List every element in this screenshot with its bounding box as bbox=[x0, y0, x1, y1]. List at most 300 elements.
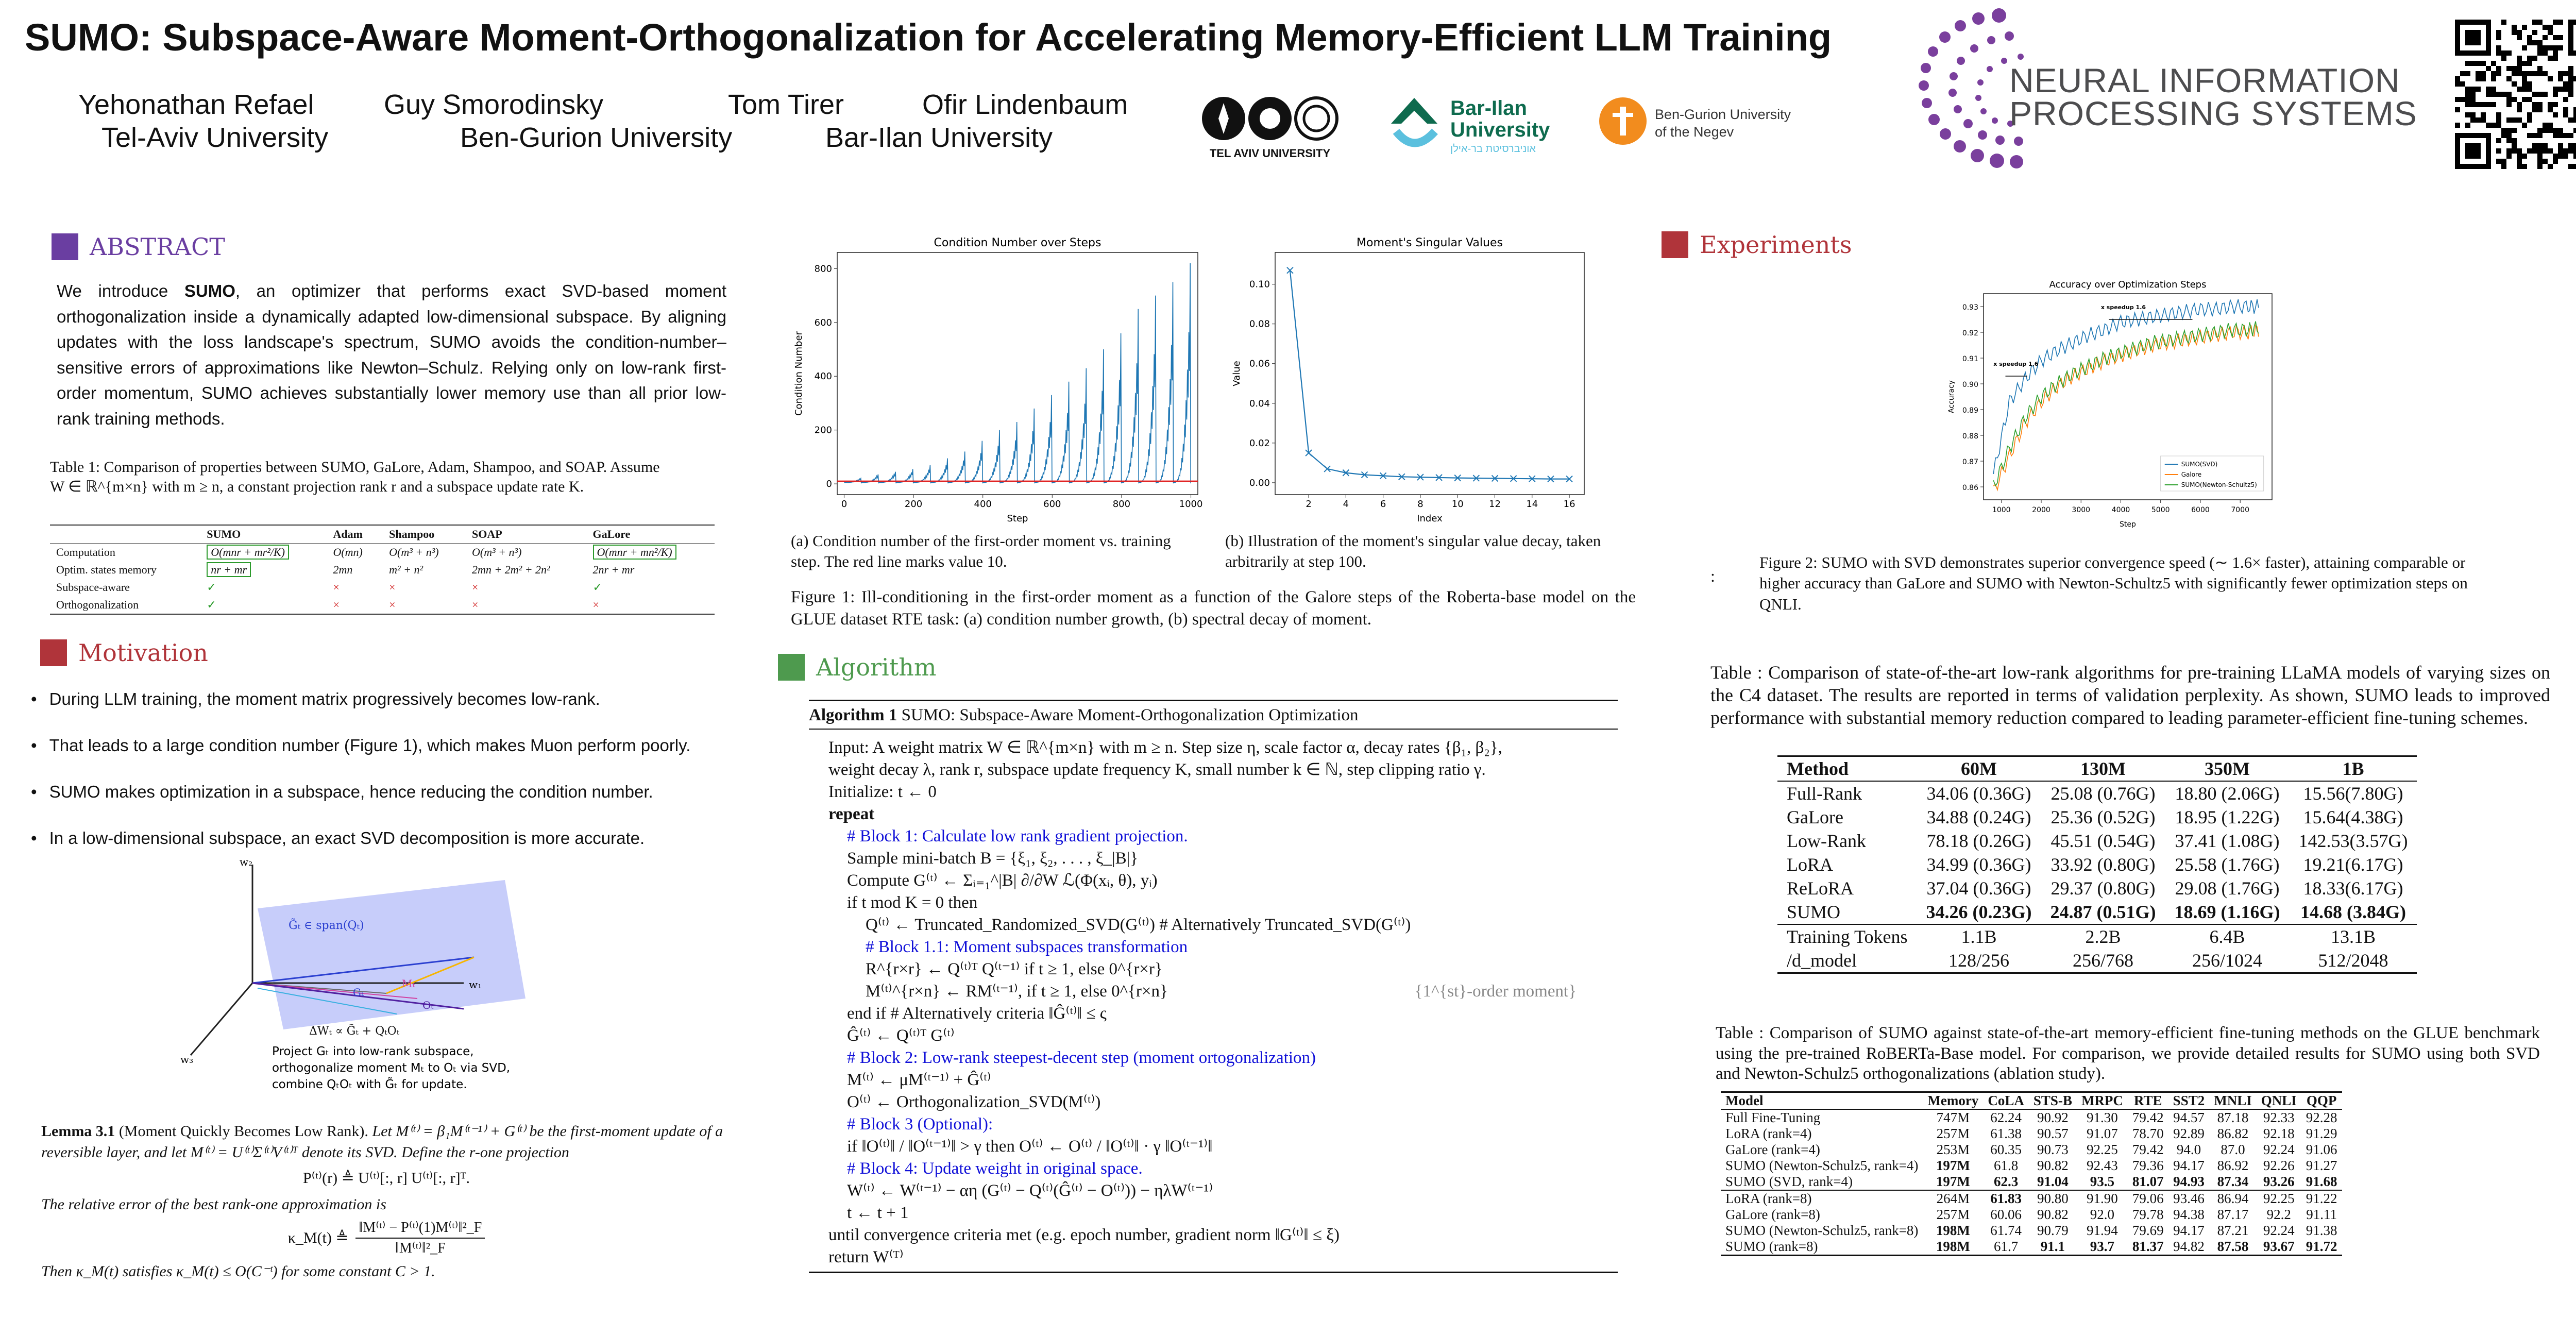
table3-cell: 257M bbox=[1936, 1207, 1970, 1222]
table3-cell: 90.80 bbox=[2037, 1191, 2069, 1206]
table2-cell: 256/768 bbox=[2072, 950, 2133, 971]
qr-code-icon bbox=[2452, 20, 2576, 169]
table1-cell: × bbox=[471, 581, 479, 594]
legend-label: SUMO(SVD) bbox=[2181, 461, 2218, 468]
table3-cell: 198M bbox=[1936, 1223, 1970, 1238]
span-label: G̃ₜ ∈ span(Qₜ) bbox=[289, 919, 364, 932]
table3-cell: 92.18 bbox=[2263, 1126, 2295, 1141]
table2-row bbox=[1777, 924, 2417, 949]
author-name: Ofir Lindenbaum bbox=[922, 89, 1128, 120]
table2-cell: 29.08 (1.76G) bbox=[2175, 878, 2280, 899]
motivation-heading bbox=[40, 639, 208, 667]
table3-cell: MRPC bbox=[2081, 1093, 2123, 1108]
y-tick-label: 400 bbox=[814, 371, 832, 382]
table3-cell: 92.25 bbox=[2263, 1191, 2295, 1206]
table3-cell: 91.22 bbox=[2306, 1191, 2337, 1206]
table2-cell: 34.99 (0.36G) bbox=[1926, 854, 2031, 875]
y-tick-label: 0.86 bbox=[1962, 484, 1978, 492]
table3-cell: Memory bbox=[1927, 1093, 1979, 1108]
table1-caption-line2: W ∈ ℝ^{m×n} with m ≥ n, a constant projection rank r and a subspace update rate K. bbox=[50, 478, 584, 495]
table1-cell: Computation bbox=[56, 546, 115, 559]
y-tick-label: 0.06 bbox=[1249, 358, 1270, 369]
x-tick-label: 7000 bbox=[2231, 506, 2250, 514]
table3-cell: SUMO (Newton-Schulz5, rank=8) bbox=[1725, 1223, 1919, 1238]
lemma-3-1 bbox=[41, 1121, 732, 1282]
table1-highlight: O(mnr + mn²/K) bbox=[593, 545, 676, 560]
y-tick-label: 0.02 bbox=[1249, 437, 1270, 449]
table3-row bbox=[1721, 1142, 2342, 1158]
table3-cell: 87.21 bbox=[2217, 1223, 2249, 1238]
lemma-eq2 bbox=[41, 1218, 732, 1258]
table3-cell: 86.92 bbox=[2217, 1158, 2249, 1173]
author-name: Tom Tirer bbox=[728, 89, 844, 120]
table1-cell: O(m³ + n³) bbox=[471, 546, 522, 559]
table1-row bbox=[50, 561, 715, 579]
algorithm-side-note: {1^{st}-order moment} bbox=[1414, 982, 1577, 1001]
algorithm-line: R^{r×r} ← Q⁽ᵗ⁾ᵀ Q⁽ᵗ⁻¹⁾ if t ≥ 1, else 0^{r×r} bbox=[866, 960, 1163, 978]
lemma-eq1: P⁽ᵗ⁾(r) ≜ U⁽ᵗ⁾[:, r] U⁽ᵗ⁾[:, r]ᵀ. bbox=[302, 1170, 470, 1187]
legend-label: Galore bbox=[2181, 471, 2202, 478]
x-tick-label: 0 bbox=[841, 499, 848, 510]
table3-cell: CoLA bbox=[1988, 1093, 2024, 1108]
table1-cell: × bbox=[333, 598, 340, 611]
table2-row bbox=[1777, 805, 2417, 829]
table3-cell: Model bbox=[1725, 1093, 1764, 1108]
motivation-bullets bbox=[31, 689, 762, 875]
table2-cell: 37.41 (1.08G) bbox=[2175, 831, 2280, 851]
table3-cell: 90.92 bbox=[2037, 1110, 2069, 1125]
table2-cell: 256/1024 bbox=[2192, 950, 2262, 971]
table3-cell: 79.42 bbox=[2132, 1110, 2164, 1125]
algorithm-number: Algorithm 1 bbox=[809, 706, 897, 724]
table3-cell: 87.0 bbox=[2221, 1142, 2245, 1157]
table3-cell: SUMO (SVD, rank=4) bbox=[1725, 1174, 1853, 1189]
motivation-bullet bbox=[31, 689, 762, 709]
table3-cell: 93.67 bbox=[2263, 1239, 2295, 1254]
algorithm-line: Compute G⁽ᵗ⁾ ← Σᵢ₌₁^|B| ∂/∂W ℒ(Φ(xᵢ, θ), yᵢ) bbox=[847, 871, 1158, 890]
table2-cell: 19.21(6.17G) bbox=[2303, 854, 2403, 875]
table3-cell: 61.83 bbox=[1990, 1191, 2022, 1206]
table3-cell: LoRA (rank=8) bbox=[1725, 1191, 1812, 1206]
table2-cell: 24.87 (0.51G) bbox=[2050, 902, 2156, 922]
algorithm-title bbox=[809, 701, 1618, 730]
table2-row bbox=[1777, 853, 2417, 876]
table3-cell: 91.06 bbox=[2306, 1142, 2337, 1157]
table2-cell: 18.33(6.17G) bbox=[2303, 878, 2403, 899]
bgu-name-line1: Ben-Gurion University bbox=[1655, 107, 1791, 122]
table2-cell: 78.18 (0.26G) bbox=[1926, 831, 2031, 851]
table3-cell: 93.46 bbox=[2173, 1191, 2205, 1206]
ben-gurion-university-logo bbox=[1597, 95, 1793, 152]
y-tick-label: 200 bbox=[814, 425, 832, 436]
table2-row bbox=[1777, 949, 2417, 973]
experiments-heading-text: Experiments bbox=[1700, 231, 1852, 259]
neurips-name-line2: PROCESSING SYSTEMS bbox=[2009, 94, 2417, 132]
table3-cell: 91.07 bbox=[2087, 1126, 2118, 1141]
lemma-conclusion: Then κ_M(t) satisfies κ_M(t) ≤ O(C⁻ᵗ) for some constant C > 1. bbox=[41, 1262, 435, 1280]
table3-row bbox=[1721, 1223, 2342, 1239]
table2-cell: 130M bbox=[2080, 758, 2126, 779]
table1-cell: × bbox=[471, 598, 479, 611]
algorithm-line: M⁽ᵗ⁾^{r×n} ← RM⁽ᵗ⁻¹⁾, if t ≥ 1, else 0^{r×n} bbox=[866, 982, 1168, 1001]
singular-values-chart bbox=[1226, 232, 1597, 531]
table3-cell: 79.42 bbox=[2132, 1142, 2164, 1157]
table3-cell: 93.26 bbox=[2263, 1174, 2295, 1189]
table3-cell: GaLore (rank=8) bbox=[1725, 1207, 1820, 1222]
table2-cell: 142.53(3.57G) bbox=[2298, 831, 2408, 851]
table2-cell: 2.2B bbox=[2085, 926, 2121, 947]
table3-row bbox=[1721, 1126, 2342, 1142]
accuracy-chart bbox=[1942, 278, 2282, 536]
section-marker-icon bbox=[1662, 231, 1688, 258]
y-tick-label: 0.00 bbox=[1249, 477, 1270, 488]
author-name: Yehonathan Refael bbox=[78, 89, 314, 120]
section-marker-icon bbox=[40, 639, 67, 666]
table2-cell: 18.69 (1.16G) bbox=[2174, 902, 2280, 922]
table3-cell: SUMO (rank=8) bbox=[1725, 1239, 1818, 1254]
table2-cell: 60M bbox=[1961, 758, 1997, 779]
axis-label: w₁ bbox=[469, 978, 482, 991]
table3-row bbox=[1721, 1158, 2342, 1174]
chart-title: Moment's Singular Values bbox=[1357, 236, 1503, 249]
lemma-statement: Let M⁽ᵗ⁾ = β₁M⁽ᵗ⁻¹⁾ + G⁽ᵗ⁾ be the first-moment update of a reversible layer, and let M⁽ᵗ⁾ = U⁽ᵗ⁾Σ⁽ᵗ⁾V⁽ᵗ⁾ᵀ denote its SVD. Define the r-one projection bbox=[41, 1123, 723, 1161]
tau-emblem-icon bbox=[1200, 93, 1340, 144]
table3-cell: 94.17 bbox=[2173, 1223, 2205, 1238]
table2-cell: 18.80 (2.06G) bbox=[2175, 783, 2280, 804]
motivation-bullet bbox=[31, 736, 762, 755]
biu-hebrew-name: אוניברסיטת בר-אילן bbox=[1450, 143, 1536, 155]
bullet-icon: • bbox=[31, 736, 37, 755]
algorithm-line: Initialize: t ← 0 bbox=[828, 783, 937, 801]
biu-emblem-icon bbox=[1386, 93, 1443, 155]
table2-cell: Low-Rank bbox=[1787, 831, 1866, 851]
table1-row bbox=[50, 596, 715, 614]
table3-cell: 198M bbox=[1936, 1239, 1970, 1254]
legend-label: SUMO(Newton-Schultz5) bbox=[2181, 481, 2257, 488]
table2-cell: 14.68 (3.84G) bbox=[2300, 902, 2406, 922]
table3-cell: GaLore (rank=4) bbox=[1725, 1142, 1820, 1157]
table2-cell: 33.92 (0.80G) bbox=[2050, 854, 2156, 875]
table3-cell: 79.36 bbox=[2132, 1158, 2164, 1173]
table3-cell: 91.72 bbox=[2306, 1239, 2337, 1254]
table2-cell: 34.26 (0.23G) bbox=[1926, 902, 2032, 922]
x-axis-label: Step bbox=[2120, 520, 2136, 529]
neurips-logo bbox=[1906, 0, 2417, 191]
table2-cell: Training Tokens bbox=[1787, 926, 1908, 947]
table3-cell: 78.70 bbox=[2132, 1126, 2164, 1141]
lemma-title: Lemma 3.1 bbox=[41, 1123, 115, 1140]
biu-name-line1: Bar-Ilan bbox=[1450, 97, 1527, 120]
table3-cell: 91.1 bbox=[2040, 1239, 2065, 1254]
table3-cell: 91.11 bbox=[2306, 1207, 2337, 1222]
table3-cell: 92.2 bbox=[2266, 1207, 2291, 1222]
bullet-icon: • bbox=[31, 828, 37, 848]
table2-header-row bbox=[1777, 756, 2417, 782]
table2-row bbox=[1777, 829, 2417, 853]
table3-cell: 62.3 bbox=[1994, 1174, 2019, 1189]
y-tick-label: 0.91 bbox=[1962, 355, 1978, 363]
table3-cell: 87.17 bbox=[2217, 1207, 2249, 1222]
table2-cell: 45.51 (0.54G) bbox=[2050, 831, 2156, 851]
algorithm-line: # Block 1.1: Moment subspaces transformation bbox=[866, 938, 1188, 956]
algorithm-heading-text: Algorithm bbox=[816, 653, 937, 681]
abstract-sumo-name: SUMO bbox=[184, 281, 235, 300]
x-tick-label: 6000 bbox=[2191, 506, 2210, 514]
table1-row bbox=[50, 579, 715, 596]
table3-cell: MNLI bbox=[2214, 1093, 2252, 1108]
figure2-marker: : bbox=[1710, 567, 1715, 585]
table2-cell: 34.88 (0.24G) bbox=[1926, 807, 2031, 827]
table3-cell: 92.26 bbox=[2263, 1158, 2295, 1173]
lemma-name: (Moment Quickly Becomes Low Rank). bbox=[118, 1123, 368, 1140]
abstract-intro: We introduce bbox=[57, 281, 184, 300]
table3-cell: QNLI bbox=[2261, 1093, 2297, 1108]
bullet-icon: • bbox=[31, 689, 37, 708]
chart-title: Condition Number over Steps bbox=[934, 236, 1101, 249]
table3-cell: 92.28 bbox=[2306, 1110, 2337, 1125]
x-tick-label: 800 bbox=[1112, 499, 1131, 510]
table3-cell: 197M bbox=[1936, 1158, 1970, 1173]
algorithm-line: W⁽ᵗ⁾ ← W⁽ᵗ⁻¹⁾ − αη (G⁽ᵗ⁾ − Q⁽ᵗ⁾(Ĝ⁽ᵗ⁾ − O⁽ᵗ⁾)) − ηλW⁽ᵗ⁻¹⁾ bbox=[847, 1181, 1213, 1200]
table1-cell: O(mn) bbox=[333, 546, 363, 559]
table1-cell: O(m³ + n³) bbox=[389, 546, 439, 559]
y-tick-label: 0.89 bbox=[1962, 407, 1978, 415]
table1-cell bbox=[200, 561, 327, 579]
table2-cell: 34.06 (0.36G) bbox=[1926, 783, 2031, 804]
table2-cell: 25.58 (1.76G) bbox=[2175, 854, 2280, 875]
table3-cell: 90.82 bbox=[2037, 1158, 2069, 1173]
table3-caption: Table : Comparison of SUMO against state-of-the-art memory-efficient fine-tuning methods on the GLUE benchmark using the pre-trained RoBERTa-Base model. For comparison, we provide detailed results for SUMO using both SVD and Newton-Schulz5 orthogonalizations (ablation study). bbox=[1716, 1024, 2540, 1084]
x-tick-label: 1000 bbox=[1992, 506, 2011, 514]
lemma-eq2-num: ‖M⁽ᵗ⁾ − P⁽ᵗ⁾(1)M⁽ᵗ⁾‖²_F bbox=[355, 1218, 485, 1239]
table3-cell: 94.82 bbox=[2173, 1239, 2205, 1254]
y-tick-label: 800 bbox=[814, 263, 832, 275]
table3-cell: 81.07 bbox=[2132, 1174, 2164, 1189]
x-tick-label: 14 bbox=[1526, 499, 1538, 510]
subspace-diagram-graphic bbox=[175, 859, 546, 1117]
table2-cell: 25.36 (0.52G) bbox=[2050, 807, 2156, 827]
table2-cell: 29.37 (0.80G) bbox=[2050, 878, 2156, 899]
table3-cell: 81.37 bbox=[2132, 1239, 2164, 1254]
x-tick-label: 8 bbox=[1417, 499, 1423, 510]
table2-cell: 6.4B bbox=[2209, 926, 2245, 947]
table1-highlight: O(mnr + mr²/K) bbox=[207, 545, 289, 560]
table2-cell: 350M bbox=[2204, 758, 2250, 779]
motivation-bullet bbox=[31, 782, 762, 802]
moment-label: Mₜ bbox=[402, 977, 415, 990]
table3-cell: 94.38 bbox=[2173, 1207, 2205, 1222]
x-tick-label: 400 bbox=[974, 499, 992, 510]
update-label: ΔWₜ ∝ G̃ₜ + QₜOₜ bbox=[309, 1025, 400, 1038]
axis-label: w₂ bbox=[240, 859, 253, 868]
chart-title: Accuracy over Optimization Steps bbox=[2049, 279, 2207, 290]
experiments-heading bbox=[1662, 231, 1852, 259]
table1 bbox=[50, 525, 715, 615]
algorithm-line: # Block 2: Low-rank steepest-decent step (moment ortogonalization) bbox=[847, 1049, 1316, 1067]
table3-row bbox=[1721, 1109, 2342, 1126]
algorithm-line: t ← t + 1 bbox=[847, 1204, 909, 1222]
table1-header-row bbox=[50, 525, 715, 544]
table3-cell: 91.38 bbox=[2306, 1223, 2337, 1238]
table3-cell: LoRA (rank=4) bbox=[1725, 1126, 1812, 1141]
table1-cell: 2mn bbox=[333, 563, 353, 576]
speedup-annotation: x speedup 1.6 bbox=[1993, 361, 2039, 367]
abstract-body: , an optimizer that performs exact SVD-based moment orthogonalization inside a dynamically adapted low-dimensional subspace. By aligning updates with the loss landscape's spectrum, SUMO avoids the condition-number–sensitive errors of approximations like Newton–Schulz. Relying only on low-rank first-order momentum, SUMO achieves substantially lower memory use than all prior low-rank training methods. bbox=[57, 281, 726, 428]
algorithm-line: Ĝ⁽ᵗ⁾ ← Q⁽ᵗ⁾ᵀ G⁽ᵗ⁾ bbox=[847, 1026, 955, 1045]
table1-cell: Orthogonalization bbox=[56, 598, 139, 611]
algorithm-line: Q⁽ᵗ⁾ ← Truncated_Randomized_SVD(G⁽ᵗ⁾) # Alternatively Truncated_SVD(G⁽ᵗ⁾) bbox=[866, 916, 1411, 934]
diagram-caption: combine QₜOₜ with G̃ₜ for update. bbox=[272, 1078, 467, 1091]
tau-wordmark: TEL AVIV UNIVERSITY bbox=[1209, 147, 1331, 160]
table2 bbox=[1777, 755, 2417, 974]
table1-header: Adam bbox=[333, 528, 363, 540]
table1-cell: m² + n² bbox=[389, 563, 423, 576]
table3-cell: SST2 bbox=[2173, 1093, 2205, 1108]
y-axis-label: Value bbox=[1231, 361, 1242, 386]
table3-cell: 197M bbox=[1936, 1174, 1970, 1189]
table3-cell: 92.24 bbox=[2263, 1223, 2295, 1238]
table2-cell: 37.04 (0.36G) bbox=[1926, 878, 2031, 899]
x-tick-label: 4000 bbox=[2111, 506, 2130, 514]
algorithm-line: end if # Alternatively criteria ‖Ĝ⁽ᵗ⁾‖ ≤ ς bbox=[847, 1004, 1107, 1023]
table1-header: SUMO bbox=[207, 528, 241, 540]
table2-cell: /d_model bbox=[1787, 950, 1857, 971]
x-tick-label: 200 bbox=[904, 499, 923, 510]
affiliation: Bar-Ilan University bbox=[825, 122, 1053, 153]
algorithm-line: repeat bbox=[828, 805, 875, 823]
table2-cell: 15.64(4.38G) bbox=[2303, 807, 2403, 827]
table3-cell: Full Fine-Tuning bbox=[1725, 1110, 1821, 1125]
algorithm-title-text: SUMO: Subspace-Aware Moment-Orthogonalization Optimization bbox=[901, 706, 1359, 724]
y-axis-label: Accuracy bbox=[1947, 380, 1956, 413]
table1-row bbox=[50, 544, 715, 562]
x-tick-label: 12 bbox=[1489, 499, 1501, 510]
abstract-heading bbox=[52, 233, 225, 261]
x-tick-label: 600 bbox=[1043, 499, 1061, 510]
abstract-text bbox=[57, 278, 726, 431]
motivation-bullet-text: SUMO makes optimization in a subspace, hence reducing the condition number. bbox=[49, 782, 653, 801]
bgu-emblem-icon bbox=[1597, 95, 1649, 147]
x-tick-label: 16 bbox=[1563, 499, 1575, 510]
table3-cell: 94.93 bbox=[2173, 1174, 2205, 1189]
y-tick-label: 0.90 bbox=[1962, 381, 1978, 389]
table2-cell: 128/256 bbox=[1948, 950, 2010, 971]
algorithm-line: weight decay λ, rank r, subspace update frequency K, small number k ∈ ℕ, step clipping ratio γ. bbox=[828, 760, 1486, 779]
table2-cell: 25.08 (0.76G) bbox=[2050, 783, 2156, 804]
table1-cell bbox=[200, 544, 327, 562]
lemma-eq2-lhs: κ_M(t) ≜ bbox=[287, 1229, 349, 1246]
biu-name-line2: University bbox=[1450, 119, 1550, 141]
table3-cell: 79.69 bbox=[2132, 1223, 2164, 1238]
algorithm-line: until convergence criteria met (e.g. epoch number, gradient norm ‖G⁽ᵗ⁾‖ ≤ ξ) bbox=[828, 1226, 1340, 1244]
diagram-caption: orthogonalize moment Mₜ to Oₜ via SVD, bbox=[272, 1061, 511, 1075]
axis-label: w₃ bbox=[180, 1053, 194, 1066]
qr-code[interactable] bbox=[2452, 20, 2576, 174]
table3-cell: 92.24 bbox=[2263, 1142, 2295, 1157]
table3-cell: 91.04 bbox=[2037, 1174, 2069, 1189]
table3-cell: 87.34 bbox=[2217, 1174, 2249, 1189]
table2-cell: GaLore bbox=[1787, 807, 1843, 827]
table3-cell: 60.06 bbox=[1990, 1207, 2022, 1222]
table3-cell: SUMO (Newton-Schulz5, rank=4) bbox=[1725, 1158, 1919, 1173]
neurips-name-line1: NEURAL INFORMATION bbox=[2009, 61, 2400, 99]
motivation-bullet-text: During LLM training, the moment matrix progressively becomes low-rank. bbox=[49, 689, 600, 708]
singular-values-series bbox=[1290, 270, 1569, 479]
table3-row bbox=[1721, 1207, 2342, 1223]
table3-cell: 91.90 bbox=[2087, 1191, 2118, 1206]
table1-cell bbox=[587, 544, 715, 562]
table3-cell: 91.27 bbox=[2306, 1158, 2337, 1173]
table1-cell: × bbox=[389, 598, 396, 611]
table3 bbox=[1721, 1091, 2342, 1256]
table3-cell: 92.89 bbox=[2173, 1126, 2205, 1141]
table3-cell: 257M bbox=[1936, 1126, 1970, 1141]
table3-cell: RTE bbox=[2134, 1093, 2162, 1108]
table3-cell: 94.0 bbox=[2176, 1142, 2201, 1157]
table3-cell: 90.79 bbox=[2037, 1223, 2069, 1238]
algorithm-line: # Block 4: Update weight in original space. bbox=[847, 1159, 1143, 1178]
table3-cell: 253M bbox=[1936, 1142, 1970, 1157]
subspace-diagram bbox=[175, 859, 546, 1117]
table3-cell: 91.68 bbox=[2306, 1174, 2337, 1189]
table1-caption-line1: Table 1: Comparison of properties between SUMO, GaLore, Adam, Shampoo, and SOAP. Assume bbox=[50, 459, 660, 476]
table2-cell: ReLoRA bbox=[1787, 878, 1854, 899]
x-tick-label: 4 bbox=[1343, 499, 1349, 510]
algorithm-line: Input: A weight matrix W ∈ ℝ^{m×n} with m ≥ n. Step size η, scale factor α, decay rates {β₁, β₂}, bbox=[828, 738, 1502, 757]
condition-number-series bbox=[844, 263, 1191, 483]
table3-cell: 93.7 bbox=[2090, 1239, 2115, 1254]
x-tick-label: 2000 bbox=[2032, 506, 2050, 514]
gradient-label: Gₜ bbox=[353, 986, 364, 999]
table3-cell: 60.35 bbox=[1990, 1142, 2022, 1157]
motivation-bullet-text: In a low-dimensional subspace, an exact SVD decomposition is more accurate. bbox=[49, 828, 645, 848]
table3-cell: 79.78 bbox=[2132, 1207, 2164, 1222]
table2-cell: 15.56(7.80G) bbox=[2303, 783, 2403, 804]
table3-row bbox=[1721, 1239, 2342, 1256]
table3-cell: 93.5 bbox=[2090, 1174, 2115, 1189]
section-marker-icon bbox=[52, 233, 78, 260]
motivation-bullet-text: That leads to a large condition number (Figure 1), which makes Muon perform poorly. bbox=[49, 736, 691, 755]
table2-caption: Table : Comparison of state-of-the-art low-rank algorithms for pre-training LLaMA models of varying sizes on the C4 dataset. The results are reported in terms of validation perplexity. As shown, SUMO leads to improved performance with substantial memory reduction compared to leading parameter-efficient fine-tuning schemes. bbox=[1710, 662, 2550, 728]
y-tick-label: 0.08 bbox=[1249, 318, 1270, 330]
table3-row bbox=[1721, 1190, 2342, 1207]
table2-cell: LoRA bbox=[1787, 854, 1833, 875]
table2-row bbox=[1777, 781, 2417, 805]
tel-aviv-university-logo bbox=[1200, 93, 1340, 160]
y-tick-label: 0 bbox=[826, 479, 832, 490]
table1-cell: 2nr + mr bbox=[592, 563, 635, 576]
table3-cell: 86.94 bbox=[2217, 1191, 2249, 1206]
y-tick-label: 0.04 bbox=[1249, 398, 1270, 409]
table3-cell: 79.06 bbox=[2132, 1191, 2164, 1206]
table1-cell: × bbox=[389, 581, 396, 594]
affiliation: Tel-Aviv University bbox=[101, 122, 329, 153]
bullet-icon: • bbox=[31, 782, 37, 801]
algorithm-line: Sample mini-batch B = {ξ₁, ξ₂, . . . , ξ_|B|} bbox=[847, 849, 1139, 868]
table3-cell: 94.17 bbox=[2173, 1158, 2205, 1173]
table2-cell: Full-Rank bbox=[1787, 783, 1862, 804]
table3-cell: 92.25 bbox=[2087, 1142, 2118, 1157]
table1-header: GaLore bbox=[592, 528, 631, 540]
algorithm-line: return W⁽ᵀ⁾ bbox=[828, 1248, 904, 1266]
table2-cell: 512/2048 bbox=[2318, 950, 2388, 971]
table1-cell: × bbox=[592, 598, 599, 611]
x-axis-label: Step bbox=[1007, 513, 1028, 524]
y-tick-label: 0.93 bbox=[1962, 303, 1978, 312]
table3-cell: 747M bbox=[1936, 1110, 1970, 1125]
diagram-caption: Project Gₜ into low-rank subspace, bbox=[272, 1045, 474, 1058]
table2-row bbox=[1777, 876, 2417, 900]
